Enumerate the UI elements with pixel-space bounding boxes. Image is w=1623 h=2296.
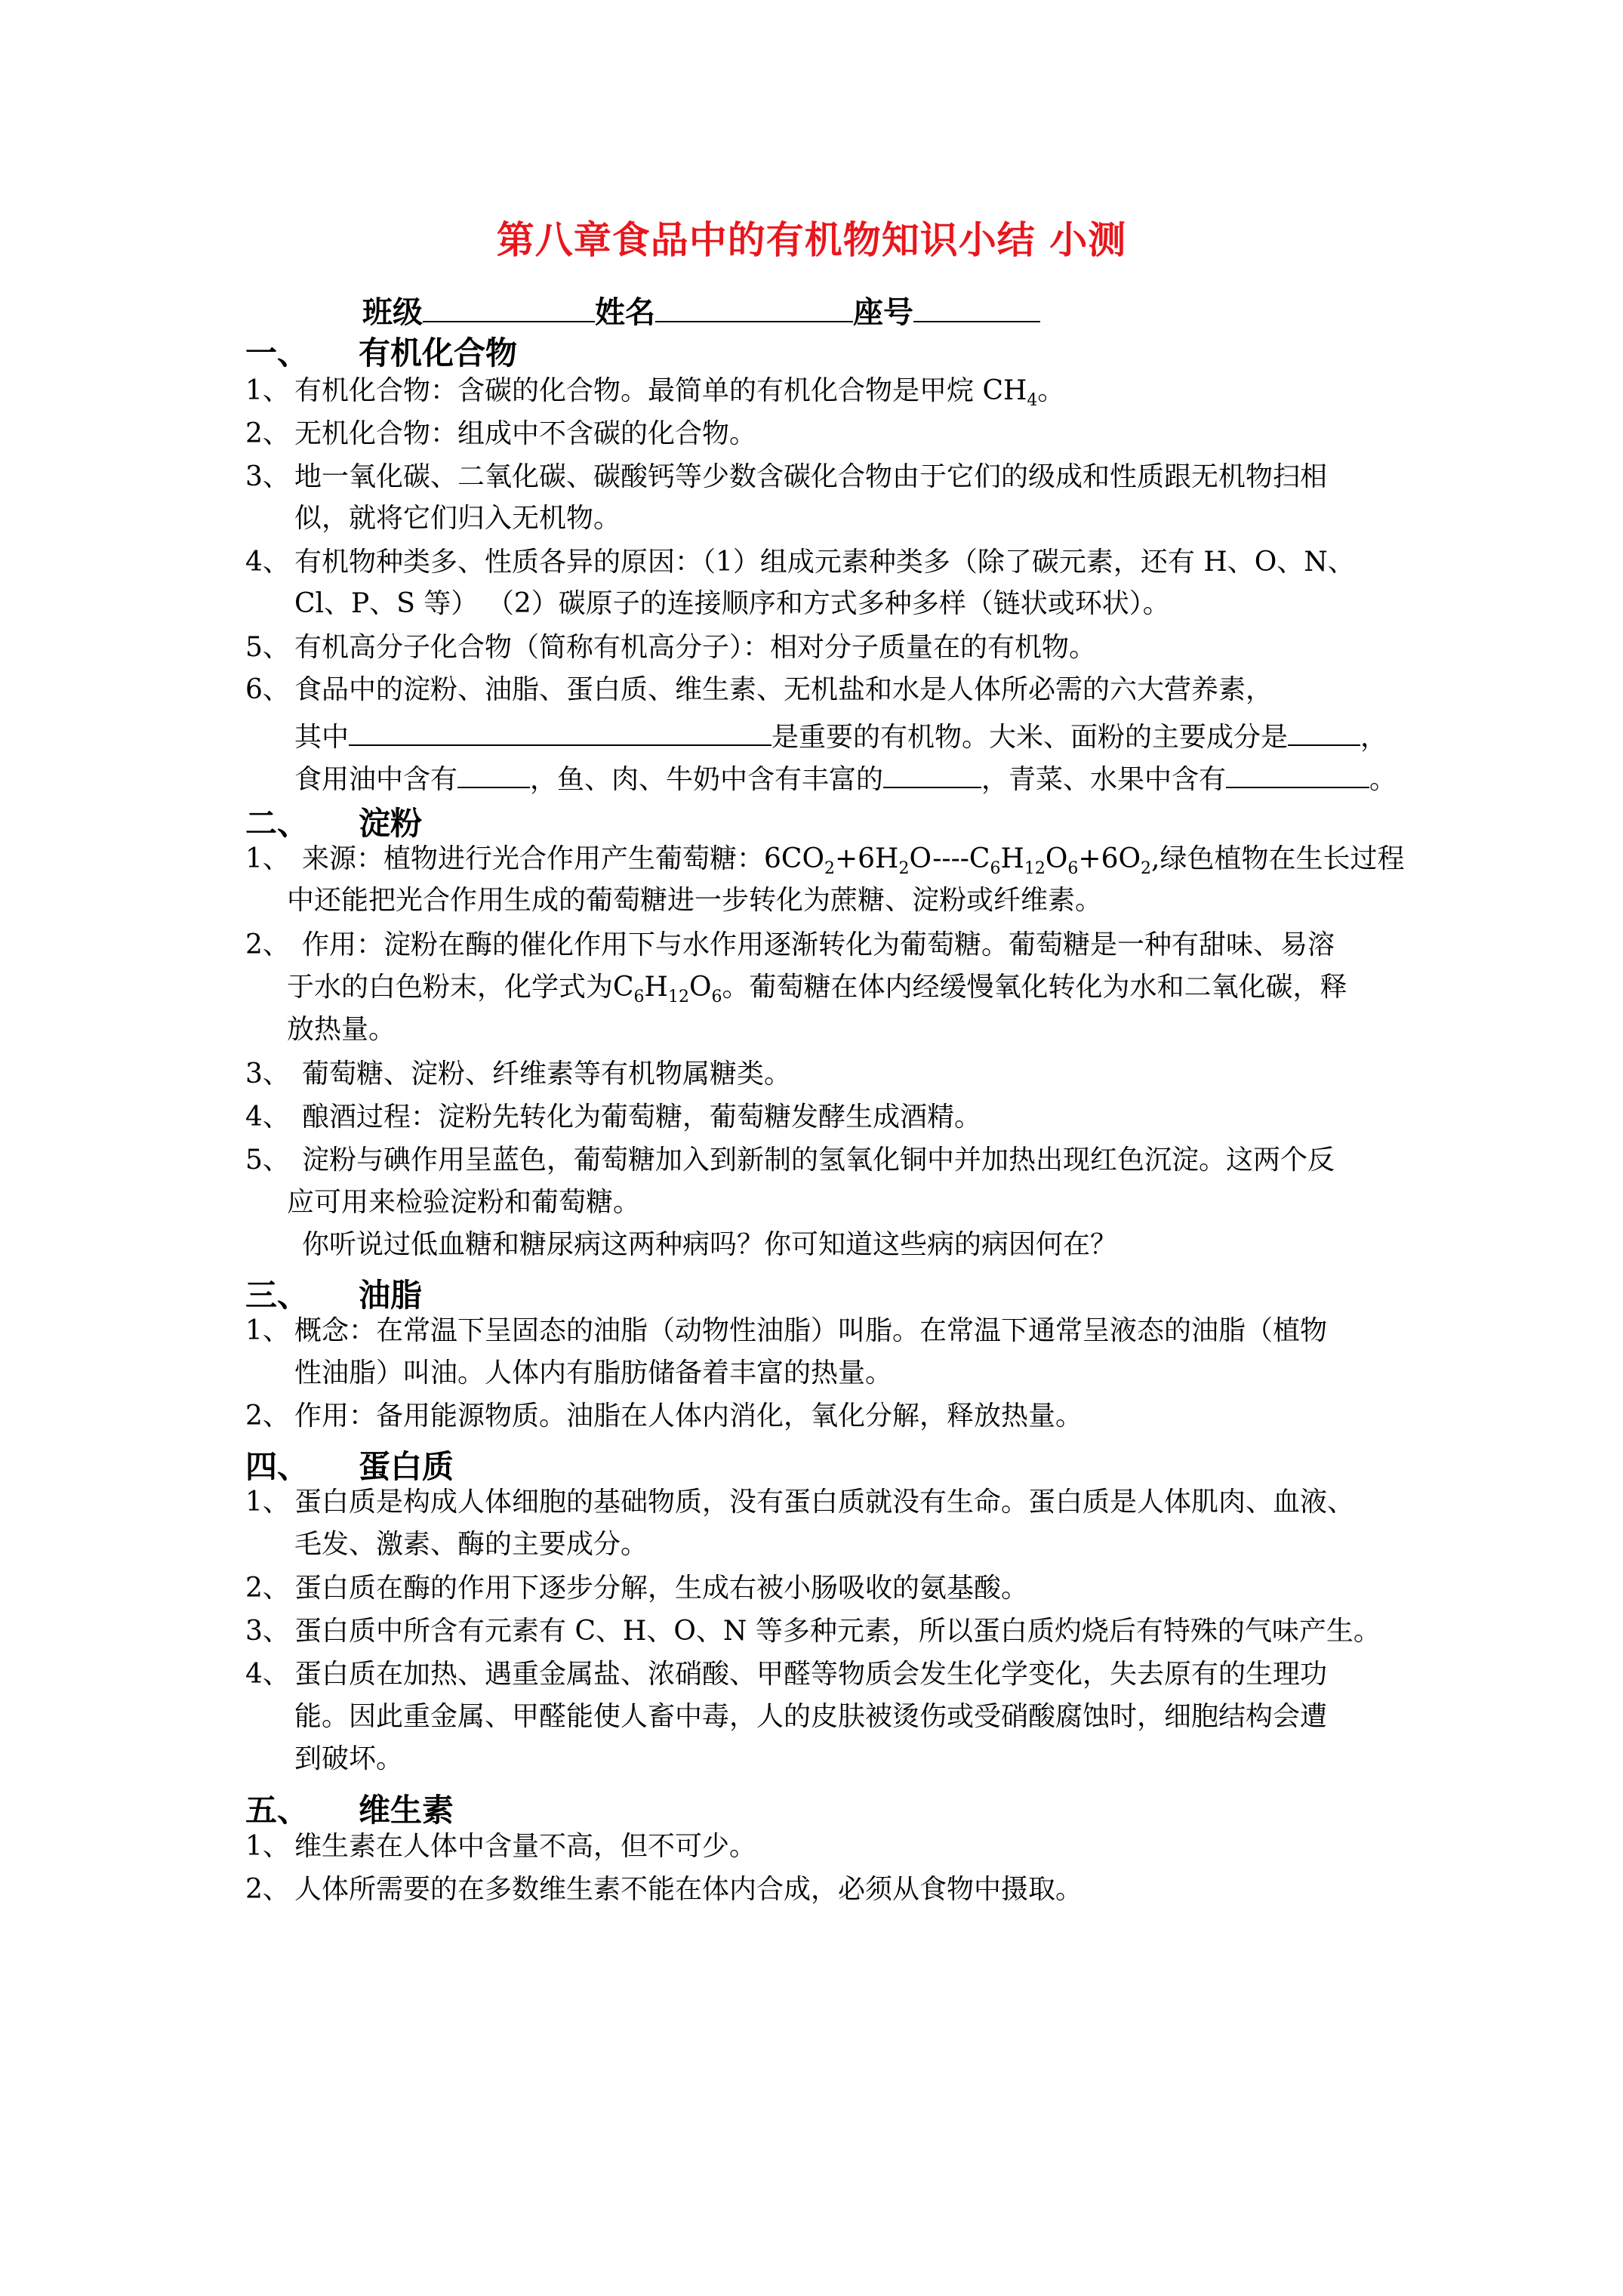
answer-blank[interactable] xyxy=(883,761,981,788)
section-heading-4: 四、 蛋白质 xyxy=(245,1448,454,1485)
student-info-line xyxy=(362,288,1040,331)
item-number: 1、 xyxy=(245,1487,290,1518)
name-label: 姓名 xyxy=(595,294,655,330)
list-item-continuation: 于水的白色粉末，化学式为$C_6H_{12}O_6$。葡萄糖在体内经缓慢氧化转化为水和二氧化碳，释 xyxy=(287,972,1347,1006)
answer-blank[interactable] xyxy=(349,719,771,746)
seat-blank xyxy=(913,292,1040,322)
list-item: 蛋白质在加热、遇重金属盐、浓硝酸、甲醛等物质会发生化学变化，失去原有的生理功 xyxy=(294,1659,1328,1690)
seat-label: 座号 xyxy=(853,294,913,330)
list-item: 葡萄糖、淀粉、纤维素等有机物属糖类。 xyxy=(302,1059,792,1089)
list-item: 作用：备用能源物质。油脂在人体内消化，氧化分解，释放热量。 xyxy=(294,1401,1083,1432)
list-item: 无机化合物：组成中不含碳的化合物。 xyxy=(294,418,757,449)
list-item: 淀粉与碘作用呈蓝色，葡萄糖加入到新制的氢氧化铜中并加热出现红色沉淀。这两个反 xyxy=(302,1145,1335,1176)
list-item: 地一氧化碳、二氧化碳、碳酸钙等少数含碳化合物由于它们的级成和性质跟无机物扫相 xyxy=(294,461,1328,492)
item-number: 2、 xyxy=(245,418,290,449)
name-blank xyxy=(655,292,853,322)
list-item-continuation: 能。因此重金属、甲醛能使人畜中毒，人的皮肤被烫伤或受硝酸腐蚀时，细胞结构会遭 xyxy=(294,1701,1328,1732)
list-item: 有机化合物：含碳的化合物。最简单的有机化合物是甲烷 $CH_4$。 xyxy=(294,375,1065,410)
answer-blank[interactable] xyxy=(1226,761,1369,788)
list-item: 有机高分子化合物（简称有机高分子）：相对分子质量在的有机物。 xyxy=(294,632,1097,663)
item-number: 5、 xyxy=(245,1145,290,1176)
class-blank xyxy=(423,292,595,322)
item-number: 1、 xyxy=(245,1831,290,1862)
answer-blank[interactable] xyxy=(457,761,530,788)
item-number: 3、 xyxy=(245,461,290,492)
list-item: 蛋白质中所含有元素有 C、H、O、N 等多种元素，所以蛋白质灼烧后有特殊的气味产生。 xyxy=(294,1616,1381,1647)
item-number: 4、 xyxy=(245,1659,290,1690)
item-number: 3、 xyxy=(245,1059,290,1089)
discussion-question: 你听说过低血糖和糖尿病这两种病吗？你可知道这些病的病因何在？ xyxy=(302,1229,1118,1260)
list-item-continuation: 性油脂）叫油。人体内有脂肪储备着丰富的热量。 xyxy=(294,1358,893,1388)
list-item: 维生素在人体中含量不高，但不可少。 xyxy=(294,1831,757,1862)
list-item-continuation: 食用油中含有 ，鱼、肉、牛奶中含有丰富的 ，青菜、水果中含有 。 xyxy=(294,761,1397,794)
list-item-continuation: 毛发、激素、酶的主要成分。 xyxy=(294,1529,648,1560)
list-item: 蛋白质在酶的作用下逐步分解，生成右被小肠吸收的氨基酸。 xyxy=(294,1573,1029,1604)
item-number: 5、 xyxy=(245,632,290,663)
list-item-continuation: 到破坏。 xyxy=(294,1743,404,1774)
list-item-continuation: 放热量。 xyxy=(287,1014,396,1045)
item-number: 2、 xyxy=(245,929,290,960)
list-item: 食品中的淀粉、油脂、蛋白质、维生素、无机盐和水是人体所必需的六大营养素， xyxy=(294,674,1273,705)
list-item-continuation: 其中 是重要的有机物。大米、面粉的主要成分是 ， xyxy=(294,719,1387,751)
list-item: 作用：淀粉在酶的催化作用下与水作用逐渐转化为葡萄糖。葡萄糖是一种有甜味、易溶 xyxy=(302,929,1335,960)
page-title: 第八章食品中的有机物知识小结 小测 xyxy=(496,217,1127,262)
list-item: 概念：在常温下呈固态的油脂（动物性油脂）叫脂。在常温下通常呈液态的油脂（植物 xyxy=(294,1315,1328,1346)
item-number: 3、 xyxy=(245,1616,290,1647)
item-number: 4、 xyxy=(245,547,290,578)
list-item: 有机物种类多、性质各异的原因：（1）组成元素种类多（除了碳元素，还有 H、O、N、 xyxy=(294,547,1355,578)
section-heading-1: 一、 有机化合物 xyxy=(245,334,518,371)
item-number: 1、 xyxy=(245,375,290,406)
class-label: 班级 xyxy=(362,294,423,330)
item-number: 4、 xyxy=(245,1102,290,1133)
list-item: 蛋白质是构成人体细胞的基础物质，没有蛋白质就没有生命。蛋白质是人体肌肉、血液、 xyxy=(294,1487,1355,1518)
section-heading-5: 五、 维生素 xyxy=(245,1792,454,1829)
list-item-continuation: 应可用来检验淀粉和葡萄糖。 xyxy=(287,1187,641,1218)
item-number: 2、 xyxy=(245,1874,290,1905)
item-number: 6、 xyxy=(245,674,290,705)
list-item-continuation: 似，就将它们归入无机物。 xyxy=(294,503,621,534)
item-number: 1、 xyxy=(245,1315,290,1346)
list-item-continuation: 中还能把光合作用生成的葡萄糖进一步转化为蔗糖、淀粉或纤维素。 xyxy=(287,885,1103,916)
item-number: 2、 xyxy=(245,1401,290,1432)
list-item: 人体所需要的在多数维生素不能在体内合成，必须从食物中摄取。 xyxy=(294,1874,1083,1905)
item-number: 2、 xyxy=(245,1573,290,1604)
section-heading-3: 三、 油脂 xyxy=(245,1277,423,1314)
list-item: 来源：植物进行光合作用产生葡萄糖：$6CO_2+6H_2O----C_6H_{12}O_6+6O_2$,绿色植物在生长过程 xyxy=(302,843,1405,878)
list-item: 酿酒过程：淀粉先转化为葡萄糖，葡萄糖发酵生成酒精。 xyxy=(302,1102,982,1133)
list-item-continuation: Cl、P、S 等） （2）碳原子的连接顺序和方式多种多样（链状或环状）。 xyxy=(294,588,1170,619)
section-heading-2: 二、 淀粉 xyxy=(245,805,423,842)
item-number: 1、 xyxy=(245,843,290,874)
answer-blank[interactable] xyxy=(1288,719,1360,746)
